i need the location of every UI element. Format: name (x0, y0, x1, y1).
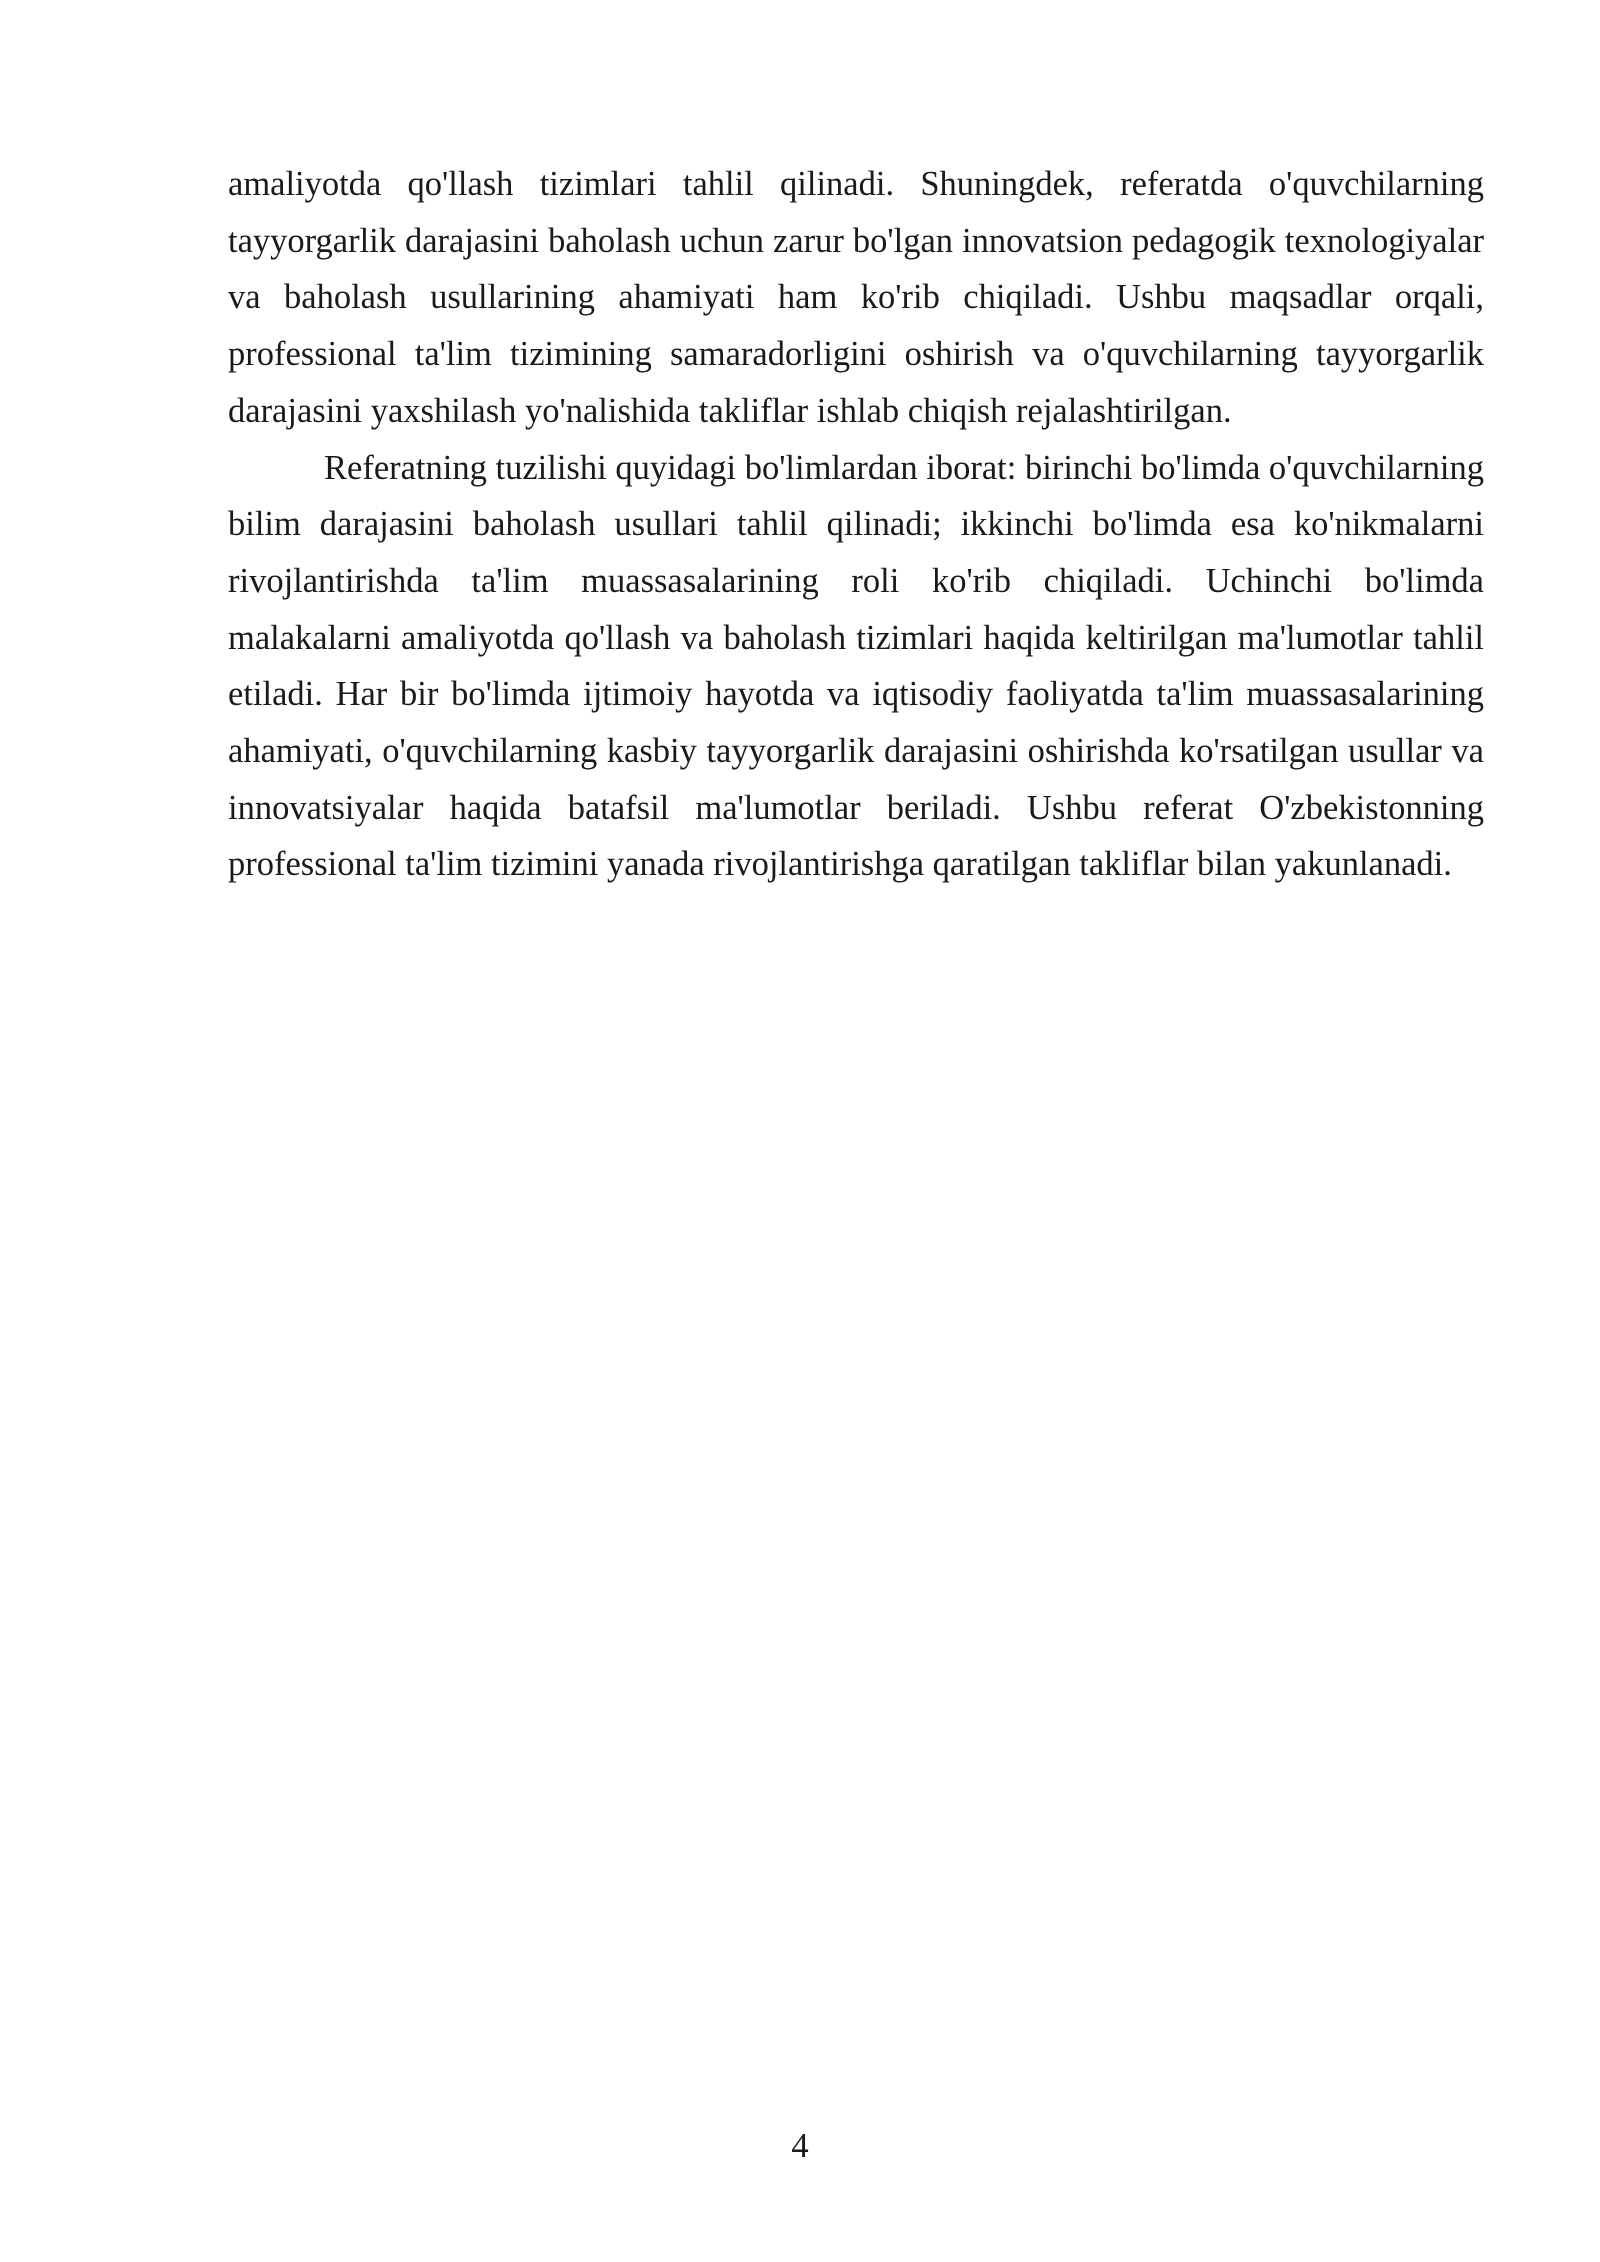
page-number: 4 (791, 2127, 809, 2165)
paragraph-structure: Referatning tuzilishi quyidagi bo'limlardan iborat: birinchi bo'limda o'quvchilarning bilim darajasini baholash usullari tahlil qilinadi; ikkinchi bo'limda esa ko'nikmalarni rivojlantirishda ta'lim muassasalarining roli ko'rib chiqiladi. Uchinchi bo'limda malakalarni amaliyotda qo'llash va baholash tizimlari haqida keltirilgan ma'lumotlar tahlil etiladi. Har bir bo'limda ijtimoiy hayotda va iqtisodiy faoliyatda ta'lim muassasalarining ahamiyati, o'quvchilarning kasbiy tayyorgarlik darajasini oshirishda ko'rsatilgan usullar va innovatsiyalar haqida batafsil ma'lumotlar beriladi. Ushbu referat O'zbekistonning professional ta'lim tizimini yanada rivojlantirishga qaratilgan takliflar bilan yakunlanadi. (228, 448, 1484, 884)
paragraph-continuation: amaliyotda qo'llash tizimlari tahlil qilinadi. Shuningdek, referatda o'quvchilarning tayyorgarlik darajasini baholash uchun zarur bo'lgan innovatsion pedagogik texnologiyalar va baholash usullarining ahamiyati ham ko'rib chiqiladi. Ushbu maqsadlar orqali, professional ta'lim tizimining samaradorligini oshirish va o'quvchilarning tayyorgarlik darajasini yaxshilash yo'nalishida takliflar ishlab chiqish rejalashtirilgan. (228, 165, 1484, 430)
body-text (228, 156, 1484, 893)
